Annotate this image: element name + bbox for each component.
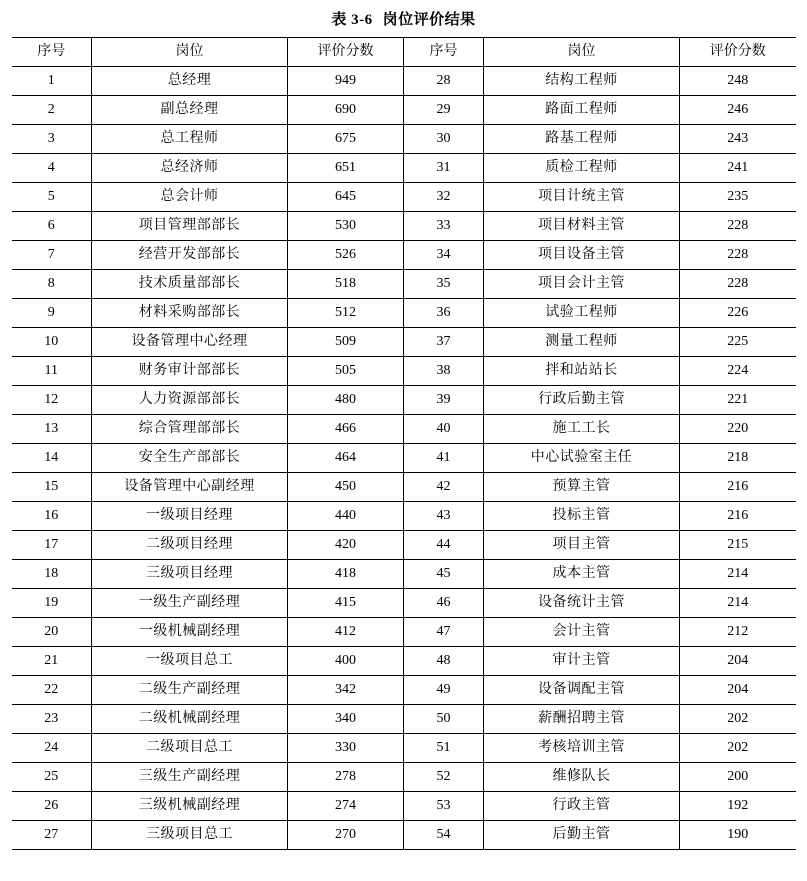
cell-post-right: 项目设备主管 — [484, 241, 680, 270]
table-caption-number: 表 3-6 — [331, 12, 373, 28]
cell-index-right: 50 — [404, 705, 484, 734]
cell-post-left: 技术质量部部长 — [92, 270, 288, 299]
cell-index-right: 43 — [404, 502, 484, 531]
cell-score-right: 248 — [680, 67, 796, 96]
cell-index-left: 15 — [12, 473, 92, 502]
cell-post-left: 三级项目经理 — [92, 560, 288, 589]
table-row — [12, 705, 796, 734]
cell-score-left: 530 — [288, 212, 404, 241]
table-row — [12, 212, 796, 241]
cell-index-right: 42 — [404, 473, 484, 502]
cell-index-left: 27 — [12, 821, 92, 850]
table-row — [12, 299, 796, 328]
cell-index-right: 35 — [404, 270, 484, 299]
cell-score-right: 200 — [680, 763, 796, 792]
table-row — [12, 386, 796, 415]
table-row — [12, 821, 796, 850]
cell-index-left: 21 — [12, 647, 92, 676]
cell-post-right: 项目主管 — [484, 531, 680, 560]
cell-post-right: 预算主管 — [484, 473, 680, 502]
cell-score-right: 212 — [680, 618, 796, 647]
cell-post-left: 副总经理 — [92, 96, 288, 125]
cell-score-left: 651 — [288, 154, 404, 183]
cell-index-left: 17 — [12, 531, 92, 560]
cell-post-right: 拌和站站长 — [484, 357, 680, 386]
cell-post-right: 设备调配主管 — [484, 676, 680, 705]
cell-post-right: 项目会计主管 — [484, 270, 680, 299]
cell-score-right: 226 — [680, 299, 796, 328]
cell-score-left: 342 — [288, 676, 404, 705]
table-row — [12, 734, 796, 763]
cell-score-right: 202 — [680, 705, 796, 734]
table-row — [12, 125, 796, 154]
table-row — [12, 67, 796, 96]
cell-score-right: 246 — [680, 96, 796, 125]
table-row — [12, 473, 796, 502]
cell-index-left: 19 — [12, 589, 92, 618]
cell-index-left: 24 — [12, 734, 92, 763]
cell-post-right: 中心试验室主任 — [484, 444, 680, 473]
cell-post-right: 质检工程师 — [484, 154, 680, 183]
cell-score-left: 480 — [288, 386, 404, 415]
cell-score-left: 415 — [288, 589, 404, 618]
cell-post-right: 会计主管 — [484, 618, 680, 647]
cell-index-right: 33 — [404, 212, 484, 241]
cell-index-right: 40 — [404, 415, 484, 444]
table-row — [12, 154, 796, 183]
cell-post-left: 一级机械副经理 — [92, 618, 288, 647]
cell-score-right: 220 — [680, 415, 796, 444]
cell-post-right: 施工工长 — [484, 415, 680, 444]
cell-score-right: 228 — [680, 270, 796, 299]
cell-index-right: 49 — [404, 676, 484, 705]
cell-index-right: 47 — [404, 618, 484, 647]
cell-index-left: 6 — [12, 212, 92, 241]
cell-post-right: 考核培训主管 — [484, 734, 680, 763]
cell-post-right: 路面工程师 — [484, 96, 680, 125]
cell-index-right: 31 — [404, 154, 484, 183]
table-row — [12, 502, 796, 531]
table-caption-title: 岗位评价结果 — [382, 12, 476, 28]
cell-index-left: 25 — [12, 763, 92, 792]
cell-post-left: 二级项目经理 — [92, 531, 288, 560]
cell-score-left: 526 — [288, 241, 404, 270]
table-row — [12, 647, 796, 676]
cell-score-right: 241 — [680, 154, 796, 183]
cell-index-right: 37 — [404, 328, 484, 357]
cell-index-left: 7 — [12, 241, 92, 270]
cell-post-right: 结构工程师 — [484, 67, 680, 96]
cell-index-right: 38 — [404, 357, 484, 386]
cell-index-left: 9 — [12, 299, 92, 328]
cell-index-left: 1 — [12, 67, 92, 96]
cell-post-left: 总会计师 — [92, 183, 288, 212]
cell-index-right: 32 — [404, 183, 484, 212]
cell-score-left: 270 — [288, 821, 404, 850]
cell-index-left: 23 — [12, 705, 92, 734]
cell-score-right: 214 — [680, 589, 796, 618]
cell-index-right: 45 — [404, 560, 484, 589]
cell-post-left: 设备管理中心副经理 — [92, 473, 288, 502]
cell-score-left: 440 — [288, 502, 404, 531]
cell-post-left: 一级项目经理 — [92, 502, 288, 531]
cell-index-right: 51 — [404, 734, 484, 763]
cell-score-right: 216 — [680, 473, 796, 502]
table-header — [12, 38, 796, 67]
cell-index-left: 22 — [12, 676, 92, 705]
cell-score-left: 675 — [288, 125, 404, 154]
cell-index-left: 16 — [12, 502, 92, 531]
cell-index-left: 5 — [12, 183, 92, 212]
cell-index-left: 14 — [12, 444, 92, 473]
table-caption — [0, 0, 807, 37]
cell-index-left: 26 — [12, 792, 92, 821]
cell-post-right: 项目材料主管 — [484, 212, 680, 241]
cell-index-right: 54 — [404, 821, 484, 850]
cell-score-right: 190 — [680, 821, 796, 850]
cell-score-left: 949 — [288, 67, 404, 96]
cell-score-left: 690 — [288, 96, 404, 125]
table-row — [12, 270, 796, 299]
table-row — [12, 444, 796, 473]
table-row — [12, 792, 796, 821]
table-header-row — [12, 38, 796, 67]
cell-score-left: 418 — [288, 560, 404, 589]
cell-post-right: 维修队长 — [484, 763, 680, 792]
cell-index-right: 28 — [404, 67, 484, 96]
cell-post-right: 审计主管 — [484, 647, 680, 676]
table-row — [12, 183, 796, 212]
cell-post-left: 一级生产副经理 — [92, 589, 288, 618]
cell-post-left: 经营开发部部长 — [92, 241, 288, 270]
cell-score-right: 216 — [680, 502, 796, 531]
cell-post-left: 三级生产副经理 — [92, 763, 288, 792]
cell-post-right: 测量工程师 — [484, 328, 680, 357]
table-row — [12, 618, 796, 647]
table-body — [12, 67, 796, 850]
cell-index-left: 10 — [12, 328, 92, 357]
header-index-right: 序号 — [404, 38, 484, 67]
cell-post-left: 二级机械副经理 — [92, 705, 288, 734]
cell-index-left: 18 — [12, 560, 92, 589]
header-score-left: 评价分数 — [288, 38, 404, 67]
table-row — [12, 589, 796, 618]
cell-index-left: 13 — [12, 415, 92, 444]
cell-post-right: 薪酬招聘主管 — [484, 705, 680, 734]
table-row — [12, 241, 796, 270]
cell-score-left: 466 — [288, 415, 404, 444]
cell-score-left: 340 — [288, 705, 404, 734]
cell-score-right: 214 — [680, 560, 796, 589]
cell-post-left: 总工程师 — [92, 125, 288, 154]
cell-score-left: 278 — [288, 763, 404, 792]
cell-score-right: 192 — [680, 792, 796, 821]
cell-index-right: 46 — [404, 589, 484, 618]
cell-post-right: 投标主管 — [484, 502, 680, 531]
header-post-right: 岗位 — [484, 38, 680, 67]
cell-index-right: 48 — [404, 647, 484, 676]
cell-score-left: 400 — [288, 647, 404, 676]
cell-index-left: 20 — [12, 618, 92, 647]
cell-score-right: 228 — [680, 212, 796, 241]
cell-post-right: 设备统计主管 — [484, 589, 680, 618]
cell-index-left: 2 — [12, 96, 92, 125]
cell-post-left: 材料采购部部长 — [92, 299, 288, 328]
job-evaluation-table — [12, 37, 796, 850]
cell-post-left: 财务审计部部长 — [92, 357, 288, 386]
cell-score-left: 509 — [288, 328, 404, 357]
cell-index-right: 36 — [404, 299, 484, 328]
cell-post-right: 后勤主管 — [484, 821, 680, 850]
cell-score-right: 225 — [680, 328, 796, 357]
cell-score-left: 505 — [288, 357, 404, 386]
cell-post-right: 项目计统主管 — [484, 183, 680, 212]
cell-score-left: 464 — [288, 444, 404, 473]
cell-score-left: 330 — [288, 734, 404, 763]
cell-index-right: 53 — [404, 792, 484, 821]
cell-post-right: 行政后勤主管 — [484, 386, 680, 415]
cell-post-left: 人力资源部部长 — [92, 386, 288, 415]
cell-post-left: 三级机械副经理 — [92, 792, 288, 821]
header-post-left: 岗位 — [92, 38, 288, 67]
cell-score-right: 243 — [680, 125, 796, 154]
cell-post-left: 综合管理部部长 — [92, 415, 288, 444]
cell-score-left: 512 — [288, 299, 404, 328]
table-row — [12, 676, 796, 705]
cell-score-right: 221 — [680, 386, 796, 415]
cell-index-left: 4 — [12, 154, 92, 183]
table-row — [12, 763, 796, 792]
cell-post-left: 总经济师 — [92, 154, 288, 183]
table-row — [12, 560, 796, 589]
cell-index-right: 29 — [404, 96, 484, 125]
cell-index-left: 12 — [12, 386, 92, 415]
cell-score-right: 204 — [680, 676, 796, 705]
cell-score-right: 204 — [680, 647, 796, 676]
cell-score-right: 224 — [680, 357, 796, 386]
cell-score-left: 412 — [288, 618, 404, 647]
cell-index-right: 34 — [404, 241, 484, 270]
cell-score-right: 202 — [680, 734, 796, 763]
cell-index-right: 39 — [404, 386, 484, 415]
header-score-right: 评价分数 — [680, 38, 796, 67]
cell-score-right: 235 — [680, 183, 796, 212]
header-index-left: 序号 — [12, 38, 92, 67]
cell-post-right: 行政主管 — [484, 792, 680, 821]
cell-post-left: 二级生产副经理 — [92, 676, 288, 705]
cell-index-left: 11 — [12, 357, 92, 386]
table-row — [12, 415, 796, 444]
cell-score-right: 218 — [680, 444, 796, 473]
cell-score-left: 274 — [288, 792, 404, 821]
cell-score-left: 450 — [288, 473, 404, 502]
cell-index-left: 8 — [12, 270, 92, 299]
cell-post-left: 安全生产部部长 — [92, 444, 288, 473]
cell-post-right: 路基工程师 — [484, 125, 680, 154]
cell-index-right: 30 — [404, 125, 484, 154]
cell-post-left: 三级项目总工 — [92, 821, 288, 850]
cell-post-left: 一级项目总工 — [92, 647, 288, 676]
cell-post-left: 总经理 — [92, 67, 288, 96]
cell-score-right: 215 — [680, 531, 796, 560]
table-row — [12, 96, 796, 125]
cell-index-right: 44 — [404, 531, 484, 560]
table-row — [12, 357, 796, 386]
cell-post-left: 项目管理部部长 — [92, 212, 288, 241]
cell-index-right: 52 — [404, 763, 484, 792]
table-row — [12, 328, 796, 357]
table-row — [12, 531, 796, 560]
cell-index-left: 3 — [12, 125, 92, 154]
cell-score-right: 228 — [680, 241, 796, 270]
cell-post-right: 试验工程师 — [484, 299, 680, 328]
cell-index-right: 41 — [404, 444, 484, 473]
cell-post-left: 设备管理中心经理 — [92, 328, 288, 357]
cell-score-left: 645 — [288, 183, 404, 212]
cell-post-right: 成本主管 — [484, 560, 680, 589]
cell-post-left: 二级项目总工 — [92, 734, 288, 763]
cell-score-left: 518 — [288, 270, 404, 299]
cell-score-left: 420 — [288, 531, 404, 560]
